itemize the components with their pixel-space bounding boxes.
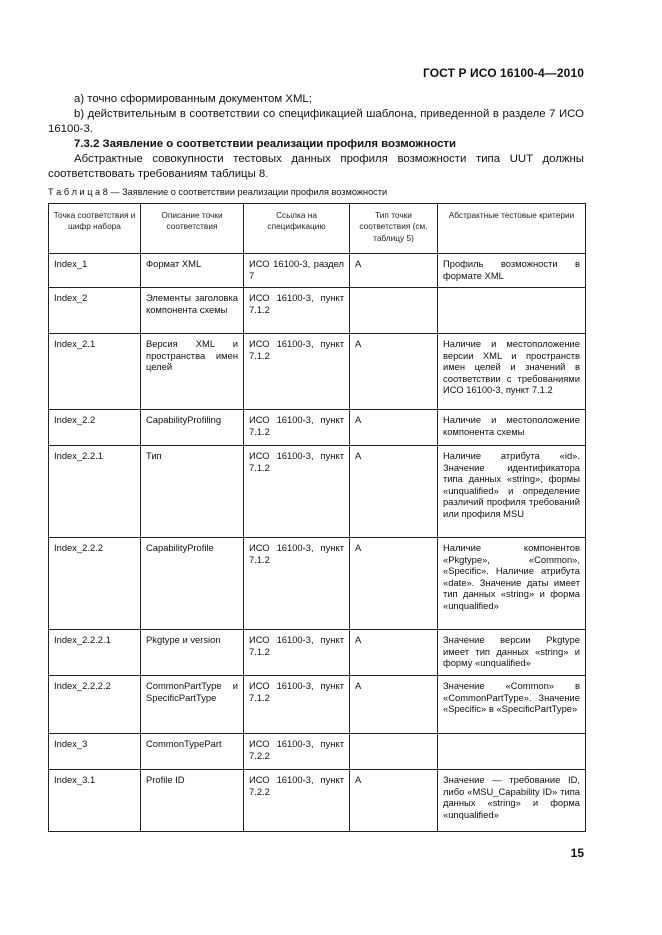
cell-type [350, 734, 438, 770]
body-text [48, 92, 584, 182]
cell-index: Index_2 [49, 288, 141, 334]
header-reference: Ссылка на спецификацию [244, 204, 350, 254]
table-caption: Т а б л и ц а 8 — Заявление о соответствии реализации профиля возможности [48, 187, 388, 197]
cell-index: Index_2.2.2.1 [49, 630, 141, 676]
cell-description: CommonPartType и SpecificPartType [141, 676, 244, 734]
header-description: Описание точки соответствия [141, 204, 244, 254]
cell-index: Index_2.2.2.2 [49, 676, 141, 734]
conformance-table [48, 203, 586, 832]
cell-index: Index_2.2.2 [49, 538, 141, 630]
table-row [49, 334, 586, 410]
cell-description: Profile ID [141, 770, 244, 832]
cell-description: Формат XML [141, 254, 244, 288]
cell-criteria [438, 734, 586, 770]
cell-criteria: Значение «Common» в «CommonPartType». Значение «Specific» в «SpecificPartType» [438, 676, 586, 734]
cell-type [350, 288, 438, 334]
list-item-b: b) действительным в соответствии со спецификацией шаблона, приведенной в разделе 7 ИСО 16100-3. [48, 108, 584, 135]
cell-type: A [350, 334, 438, 410]
table-row [49, 446, 586, 538]
cell-criteria [438, 288, 586, 334]
page-number: 15 [570, 846, 584, 860]
cell-reference: ИСО 16100-3, пункт 7.1.2 [244, 446, 350, 538]
cell-type: A [350, 770, 438, 832]
cell-type: A [350, 630, 438, 676]
table-row [49, 770, 586, 832]
table-row [49, 410, 586, 446]
cell-reference: ИСО 16100-3, пункт 7.1.2 [244, 538, 350, 630]
cell-index: Index_3 [49, 734, 141, 770]
cell-type: A [350, 676, 438, 734]
list-item-a: а) точно сформированным документом XML; [74, 93, 312, 105]
header-conformance-point: Точка соответствия и шифр набора [49, 204, 141, 254]
table-row [49, 734, 586, 770]
table-row [49, 630, 586, 676]
cell-type: A [350, 254, 438, 288]
cell-reference: ИСО 16100-3, пункт 7.2.2 [244, 770, 350, 832]
cell-index: Index_2.1 [49, 334, 141, 410]
cell-description: CapabilityProfiling [141, 410, 244, 446]
table-header-row [49, 204, 586, 254]
cell-criteria: Значение версии Pkgtype имеет тип данных «string» и форму «unqualified» [438, 630, 586, 676]
cell-type: A [350, 446, 438, 538]
cell-reference: ИСО 16100-3, раздел 7 [244, 254, 350, 288]
cell-description: Тип [141, 446, 244, 538]
cell-index: Index_3.1 [49, 770, 141, 832]
cell-description: Pkgtype и version [141, 630, 244, 676]
cell-type: A [350, 538, 438, 630]
cell-reference: ИСО 16100-3, пункт 7.2.2 [244, 734, 350, 770]
cell-reference: ИСО 16100-3, пункт 7.1.2 [244, 288, 350, 334]
cell-criteria: Значение — требование ID, либо «MSU_Capability ID» типа данных «string» и форма «unqualified» [438, 770, 586, 832]
table-row [49, 254, 586, 288]
cell-index: Index_2.2 [49, 410, 141, 446]
cell-index: Index_2.2.1 [49, 446, 141, 538]
section-paragraph: Абстрактные совокупности тестовых данных профиля возможности типа UUT должны соответствовать требованиям таблицы 8. [48, 153, 584, 180]
cell-index: Index_1 [49, 254, 141, 288]
cell-criteria: Наличие атрибута «id». Значение идентификатора типа данных «string», формы «unqualified» и определение различий профиля требований или профиля MSU [438, 446, 586, 538]
cell-description: Версия XML и пространства имен целей [141, 334, 244, 410]
cell-criteria: Наличие и местоположение версии XML и пространств имен целей и значений в соответствии с требованиями ИСО 16100-3, пункт 7.1.2 [438, 334, 586, 410]
table-row [49, 676, 586, 734]
table-row [49, 288, 586, 334]
cell-reference: ИСО 16100-3, пункт 7.1.2 [244, 676, 350, 734]
cell-criteria: Наличие компонентов «Pkgtype», «Common», «Specific». Наличие атрибута «date». Значение даты имеет тип данных «string» и форма «unqualified» [438, 538, 586, 630]
header-criteria: Абстрактные тестовые критерии [438, 204, 586, 254]
table-row [49, 538, 586, 630]
document-header: ГОСТ Р ИСО 16100-4—2010 [422, 66, 584, 80]
header-point-type: Тип точки соответствия (см. таблицу 5) [350, 204, 438, 254]
cell-description: CapabilityProfile [141, 538, 244, 630]
cell-description: Элементы заголовка компонента схемы [141, 288, 244, 334]
cell-criteria: Наличие и местоположение компонента схемы [438, 410, 586, 446]
cell-reference: ИСО 16100-3, пункт 7.1.2 [244, 334, 350, 410]
cell-reference: ИСО 16100-3, пункт 7.1.2 [244, 630, 350, 676]
section-title: 7.3.2 Заявление о соответствии реализации профиля возможности [74, 138, 456, 150]
cell-type: A [350, 410, 438, 446]
cell-reference: ИСО 16100-3, пункт 7.1.2 [244, 410, 350, 446]
cell-criteria: Профиль возможности в формате XML [438, 254, 586, 288]
cell-description: CommonTypePart [141, 734, 244, 770]
